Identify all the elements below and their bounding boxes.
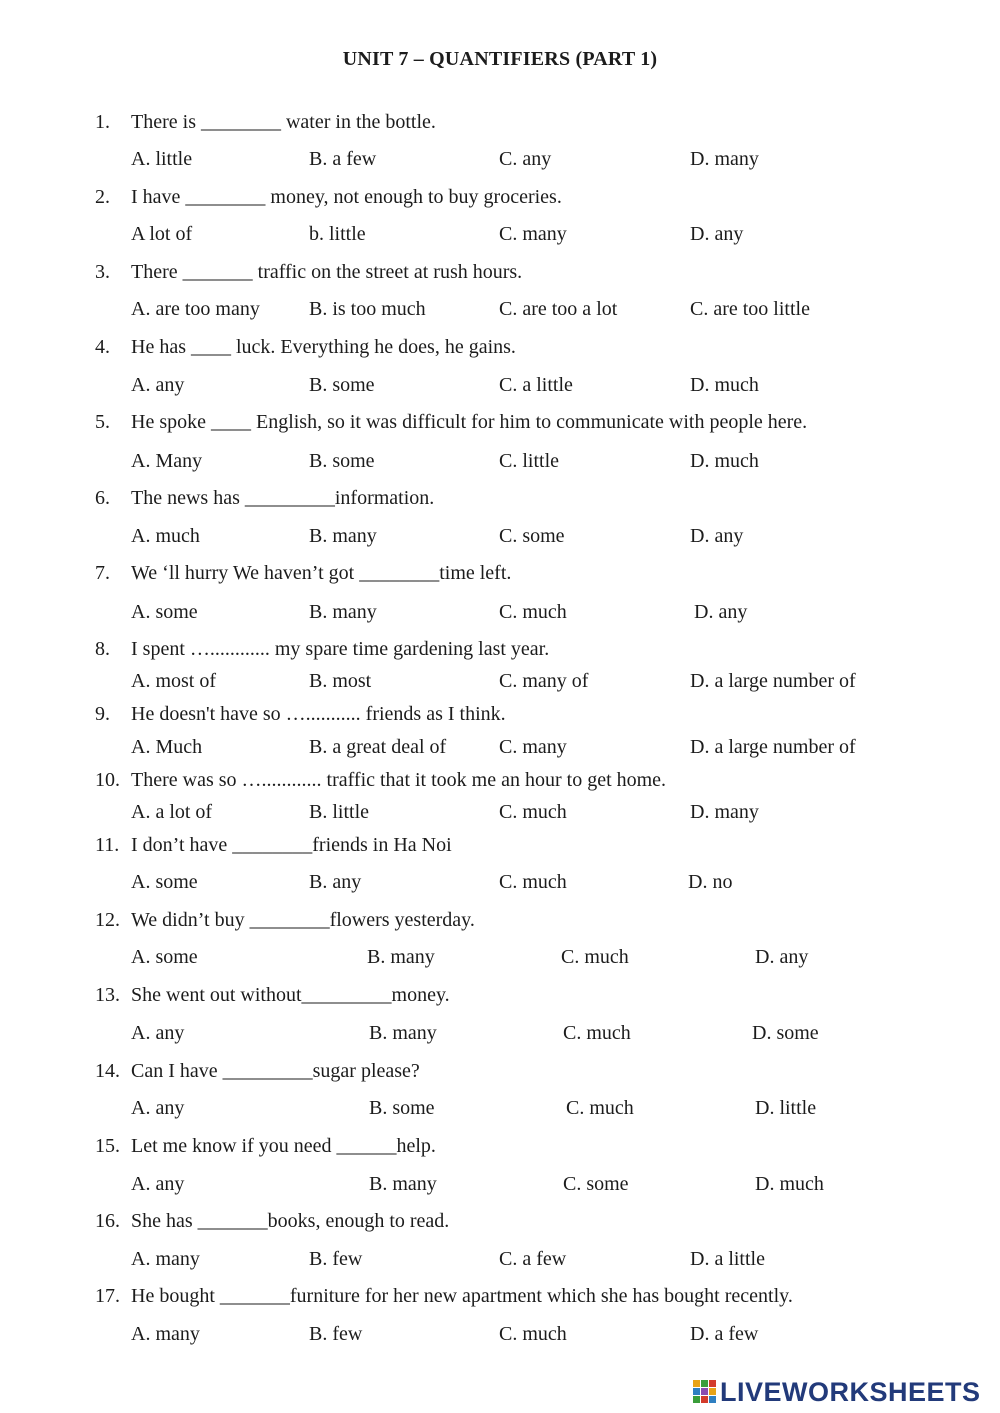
answer-option[interactable]: B. any xyxy=(309,871,362,893)
answer-option[interactable]: D. a large number of xyxy=(690,670,856,692)
answer-option[interactable]: B. a great deal of xyxy=(309,736,447,758)
question-number: 12. xyxy=(95,909,120,931)
answer-option[interactable]: C. much xyxy=(499,1323,567,1345)
question-text: He doesn't have so …........... friends as I think. xyxy=(131,703,506,725)
answer-option[interactable]: B. some xyxy=(369,1097,435,1119)
answer-option[interactable]: D. a little xyxy=(690,1248,765,1270)
question-text: She has _______books, enough to read. xyxy=(131,1210,450,1232)
answer-option[interactable]: B. many xyxy=(369,1022,437,1044)
question-number: 14. xyxy=(95,1060,120,1082)
answer-option[interactable]: A lot of xyxy=(131,223,193,245)
answer-option[interactable]: A. Many xyxy=(131,450,203,472)
question-number: 7. xyxy=(95,562,110,584)
answer-option[interactable]: D. a large number of xyxy=(690,736,856,758)
liveworksheets-logo xyxy=(692,1377,992,1407)
question-text: We ‘ll hurry We haven’t got ________time left. xyxy=(131,562,512,584)
question-number: 13. xyxy=(95,984,120,1006)
answer-option[interactable]: D. any xyxy=(694,601,748,623)
answer-option[interactable]: A. most of xyxy=(131,670,216,692)
answer-option[interactable]: D. some xyxy=(752,1022,819,1044)
answer-option[interactable]: D. no xyxy=(688,871,733,893)
question-number: 3. xyxy=(95,261,110,283)
worksheet-title: UNIT 7 – QUANTIFIERS (PART 1) xyxy=(342,48,658,70)
answer-option[interactable]: C. some xyxy=(563,1173,629,1195)
answer-option[interactable]: B. many xyxy=(367,946,435,968)
answer-option[interactable]: C. much xyxy=(561,946,629,968)
answer-option[interactable]: A. much xyxy=(131,525,200,547)
answer-option[interactable]: A. many xyxy=(131,1323,200,1345)
question-number: 17. xyxy=(95,1285,120,1307)
answer-option[interactable]: A. a lot of xyxy=(131,801,213,823)
answer-option[interactable]: A. any xyxy=(131,1022,185,1044)
question-number: 16. xyxy=(95,1210,120,1232)
question-text: There is ________ water in the bottle. xyxy=(131,111,436,133)
question-text: I have ________ money, not enough to buy groceries. xyxy=(131,186,562,208)
question-text: He bought _______furniture for her new apartment which she has bought recently. xyxy=(131,1285,793,1307)
answer-option[interactable]: B. few xyxy=(309,1248,363,1270)
answer-option[interactable]: A. some xyxy=(131,946,198,968)
answer-option[interactable]: A. any xyxy=(131,1173,185,1195)
question-text: Let me know if you need ______help. xyxy=(131,1135,436,1157)
question-text: There _______ traffic on the street at rush hours. xyxy=(131,261,523,283)
answer-option[interactable]: C. a few xyxy=(499,1248,567,1270)
question-number: 8. xyxy=(95,638,110,660)
answer-option[interactable]: A. any xyxy=(131,374,185,396)
question-text: He has ____ luck. Everything he does, he gains. xyxy=(131,336,516,358)
answer-option[interactable]: C. much xyxy=(563,1022,631,1044)
answer-option[interactable]: B. some xyxy=(309,450,375,472)
answer-option[interactable]: A. are too many xyxy=(131,298,260,320)
answer-option[interactable]: C. much xyxy=(499,801,567,823)
question-number: 9. xyxy=(95,703,110,725)
question-number: 5. xyxy=(95,411,110,433)
question-number: 6. xyxy=(95,487,110,509)
answer-option[interactable]: D. any xyxy=(690,525,744,547)
answer-option[interactable]: B. many xyxy=(369,1173,437,1195)
answer-option[interactable]: B. few xyxy=(309,1323,363,1345)
answer-option[interactable]: C. a little xyxy=(499,374,573,396)
answer-option[interactable]: B. some xyxy=(309,374,375,396)
question-text: I don’t have ________friends in Ha Noi xyxy=(131,834,452,856)
answer-option[interactable]: C. much xyxy=(499,601,567,623)
question-number: 10. xyxy=(95,769,120,791)
question-text: The news has _________information. xyxy=(131,487,435,509)
answer-option[interactable]: A. some xyxy=(131,601,198,623)
answer-option[interactable]: C. some xyxy=(499,525,565,547)
answer-option[interactable]: D. little xyxy=(755,1097,817,1119)
answer-option[interactable]: D. many xyxy=(690,801,759,823)
answer-option[interactable]: A. some xyxy=(131,871,198,893)
answer-option[interactable]: B. a few xyxy=(309,148,377,170)
answer-option[interactable]: A. Much xyxy=(131,736,203,758)
liveworksheets-logo-icon xyxy=(692,1377,718,1407)
answer-option[interactable]: B. many xyxy=(309,601,377,623)
answer-option[interactable]: C. many xyxy=(499,223,567,245)
answer-option[interactable]: D. any xyxy=(755,946,809,968)
question-text: Can I have _________sugar please? xyxy=(131,1060,420,1082)
question-number: 1. xyxy=(95,111,110,133)
question-number: 15. xyxy=(95,1135,120,1157)
question-number: 11. xyxy=(95,834,120,856)
answer-option[interactable]: b. little xyxy=(309,223,366,245)
answer-option[interactable]: D. much xyxy=(755,1173,824,1195)
answer-option[interactable]: C. are too a lot xyxy=(499,298,618,320)
answer-option[interactable]: C. many of xyxy=(499,670,589,692)
answer-option[interactable]: C. much xyxy=(566,1097,634,1119)
answer-option[interactable]: D. many xyxy=(690,148,759,170)
answer-option[interactable]: C. many xyxy=(499,736,567,758)
answer-option[interactable]: D. a few xyxy=(690,1323,759,1345)
answer-option[interactable]: B. little xyxy=(309,801,369,823)
question-number: 2. xyxy=(95,186,110,208)
answer-option[interactable]: A. many xyxy=(131,1248,200,1270)
answer-option[interactable]: A. any xyxy=(131,1097,185,1119)
answer-option[interactable]: D. any xyxy=(690,223,744,245)
question-text: She went out without_________money. xyxy=(131,984,450,1006)
question-text: We didn’t buy ________flowers yesterday. xyxy=(131,909,475,931)
question-text: He spoke ____ English, so it was difficult for him to communicate with people here. xyxy=(131,411,808,433)
answer-option[interactable]: B. is too much xyxy=(309,298,426,320)
answer-option[interactable]: C. little xyxy=(499,450,559,472)
answer-option[interactable]: C. much xyxy=(499,871,567,893)
question-text: There was so …............ traffic that it took me an hour to get home. xyxy=(131,769,667,791)
answer-option[interactable]: D. much xyxy=(690,450,759,472)
answer-option[interactable]: C. are too little xyxy=(690,298,810,320)
answer-option[interactable]: D. much xyxy=(690,374,759,396)
answer-option[interactable]: B. many xyxy=(309,525,377,547)
question-text: I spent …............ my spare time gardening last year. xyxy=(131,638,550,660)
brand-name: LIVEWORKSHEETS xyxy=(720,1377,981,1407)
answer-option[interactable]: C. any xyxy=(499,148,552,170)
answer-option[interactable]: A. little xyxy=(131,148,193,170)
question-number: 4. xyxy=(95,336,110,358)
answer-option[interactable]: B. most xyxy=(309,670,372,692)
